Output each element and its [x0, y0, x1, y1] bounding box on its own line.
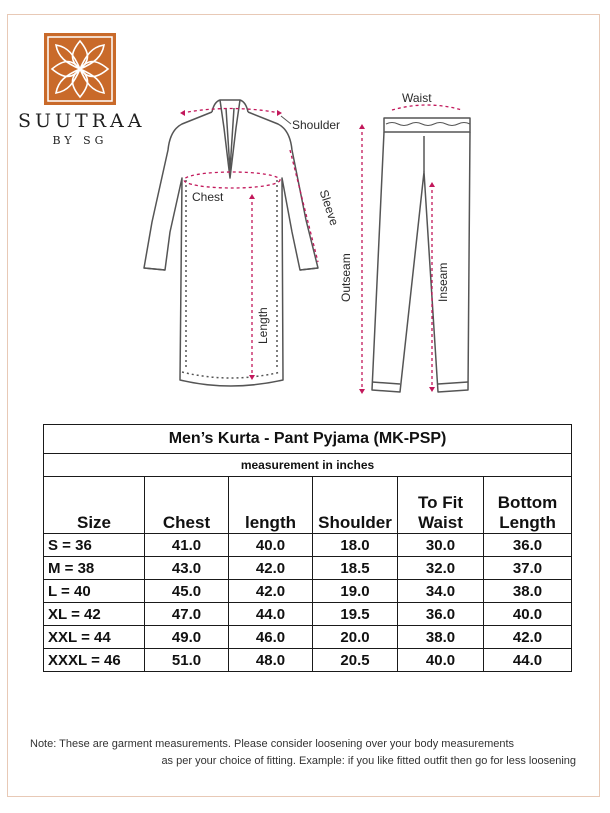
cell-waist: 38.0	[398, 626, 484, 649]
cell-waist: 40.0	[398, 649, 484, 672]
header-chest: Chest	[145, 477, 229, 534]
inseam-label: Inseam	[436, 262, 450, 302]
cell-shoulder: 20.0	[313, 626, 398, 649]
cell-shoulder: 20.5	[313, 649, 398, 672]
table-row	[44, 649, 572, 672]
cell-length: 42.0	[229, 580, 313, 603]
cell-chest: 51.0	[145, 649, 229, 672]
note-line-2: as per your choice of fitting. Example: if you like fitted outfit then go for less loosening	[161, 755, 576, 767]
cell-shoulder: 18.5	[313, 557, 398, 580]
pyjama-drawing	[372, 118, 470, 392]
pyjama-measure-lines	[362, 105, 462, 392]
cell-chest: 45.0	[145, 580, 229, 603]
cell-shoulder: 19.0	[313, 580, 398, 603]
cell-bottom-length: 44.0	[484, 649, 572, 672]
length-label: Length	[256, 307, 270, 344]
shoulder-label: Shoulder	[292, 118, 341, 132]
cell-size: XXXL = 46	[44, 649, 145, 672]
table-row	[44, 557, 572, 580]
cell-waist: 30.0	[398, 534, 484, 557]
header-length: length	[229, 477, 313, 534]
cell-size: XL = 42	[44, 603, 145, 626]
sleeve-label: Sleeve	[316, 188, 342, 228]
fit-note	[30, 736, 576, 770]
table-row	[44, 580, 572, 603]
cell-size: L = 40	[44, 580, 145, 603]
table-subtitle: measurement in inches	[44, 454, 572, 477]
cell-length: 42.0	[229, 557, 313, 580]
table-row	[44, 626, 572, 649]
cell-length: 46.0	[229, 626, 313, 649]
table-row	[44, 603, 572, 626]
cell-shoulder: 18.0	[313, 534, 398, 557]
header-bottom-length: Bottom Length	[484, 477, 572, 534]
header-size: Size	[44, 477, 145, 534]
cell-waist: 36.0	[398, 603, 484, 626]
cell-size: XXL = 44	[44, 626, 145, 649]
cell-bottom-length: 40.0	[484, 603, 572, 626]
cell-bottom-length: 37.0	[484, 557, 572, 580]
cell-chest: 43.0	[145, 557, 229, 580]
cell-length: 40.0	[229, 534, 313, 557]
size-chart-table	[43, 424, 572, 672]
cell-waist: 32.0	[398, 557, 484, 580]
table-title: Men’s Kurta - Pant Pyjama (MK-PSP)	[44, 425, 572, 454]
cell-size: M = 38	[44, 557, 145, 580]
cell-bottom-length: 38.0	[484, 580, 572, 603]
cell-chest: 41.0	[145, 534, 229, 557]
cell-bottom-length: 36.0	[484, 534, 572, 557]
cell-length: 48.0	[229, 649, 313, 672]
waist-label: Waist	[402, 91, 432, 105]
cell-chest: 47.0	[145, 603, 229, 626]
header-waist: To Fit Waist	[398, 477, 484, 534]
header-shoulder: Shoulder	[313, 477, 398, 534]
outseam-label: Outseam	[339, 253, 353, 302]
brand-subtitle: BY SG	[52, 134, 108, 147]
cell-shoulder: 19.5	[313, 603, 398, 626]
table-row	[44, 534, 572, 557]
cell-chest: 49.0	[145, 626, 229, 649]
cell-length: 44.0	[229, 603, 313, 626]
cell-size: S = 36	[44, 534, 145, 557]
kurta-measure-lines	[182, 109, 318, 379]
cell-bottom-length: 42.0	[484, 626, 572, 649]
kurta-drawing	[144, 100, 318, 386]
brand-name: SUUTRAA	[18, 110, 146, 132]
note-line-1: Note: These are garment measurements. Please consider loosening over your body measurements	[30, 738, 515, 750]
table-header-row	[44, 477, 572, 534]
chest-label: Chest	[192, 190, 224, 204]
cell-waist: 34.0	[398, 580, 484, 603]
